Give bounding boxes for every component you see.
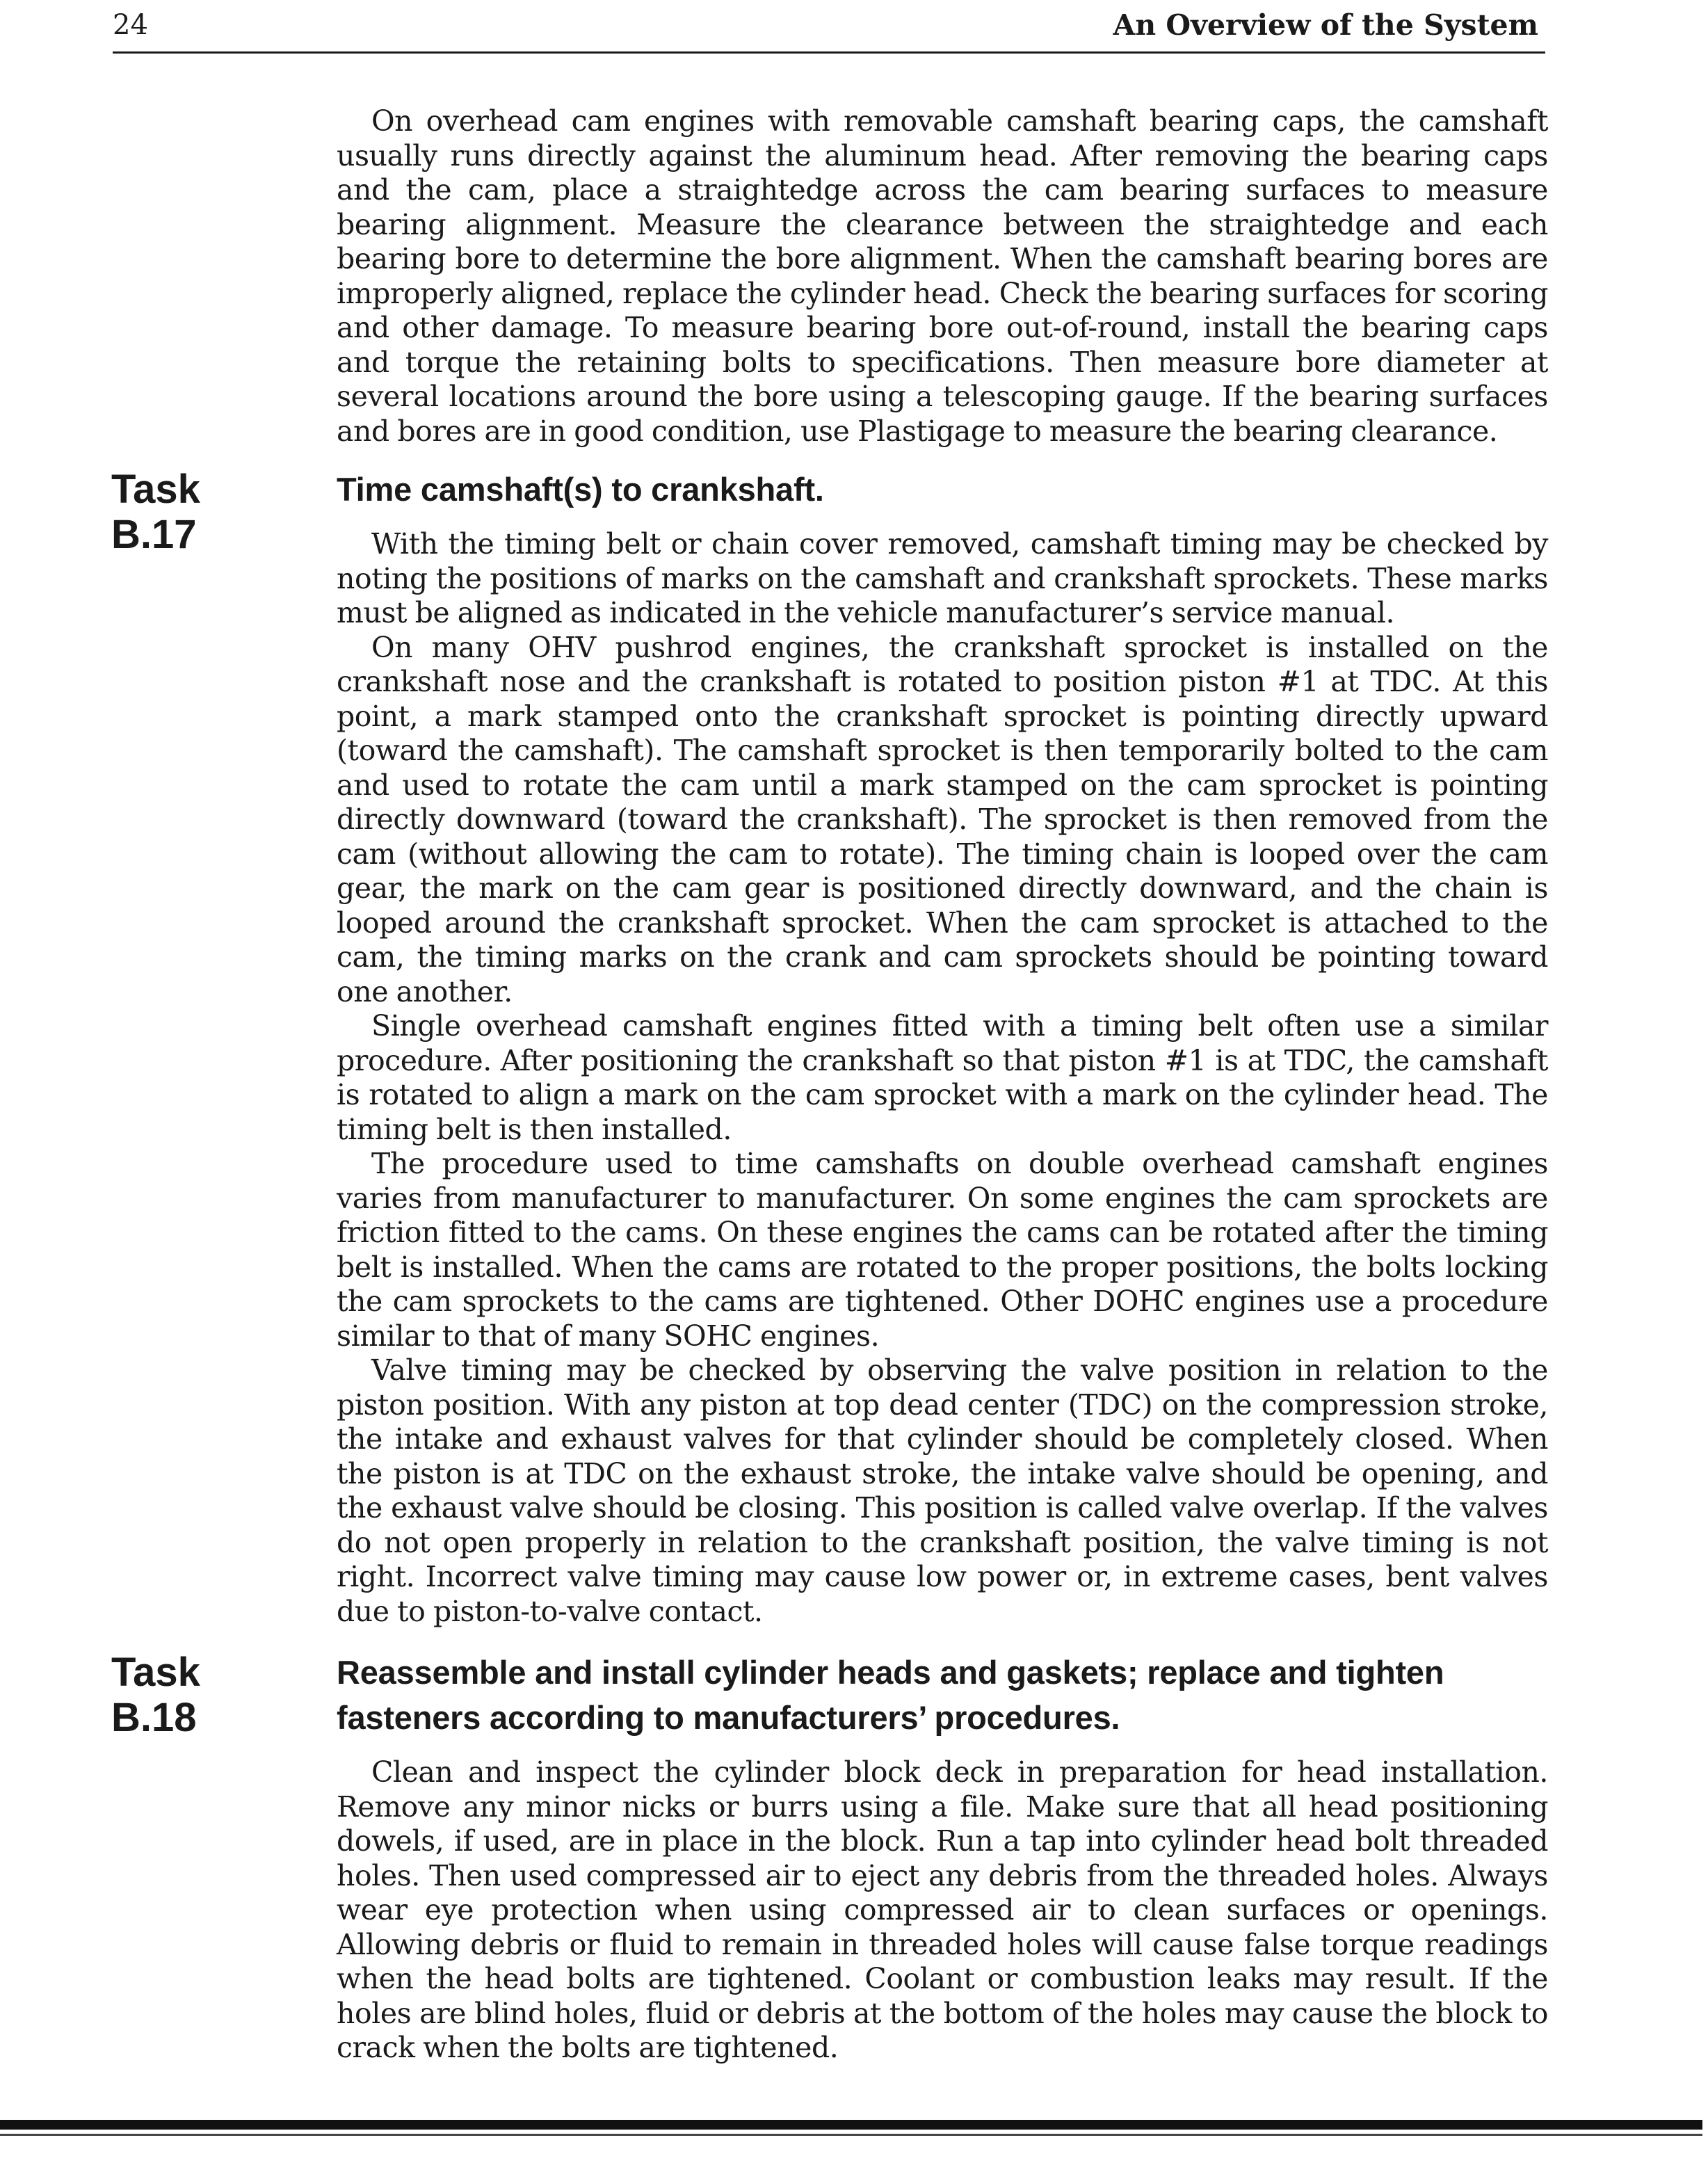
task-b17-title: Time camshaft(s) to crankshaft. xyxy=(337,471,824,508)
task-b18-section xyxy=(111,1650,1548,2066)
task-b18-label-word: Task xyxy=(111,1650,200,1695)
intro-paragraph: On overhead cam engines with removable camshaft bearing caps, the camshaft usually runs directly against the aluminum head. After removing the bearing caps and the cam, place a straightedge across the cam bearing surfaces to measure bearing alignment. Measure the clearance between the straightedge and each bearing bore to determine the bore alignment. When the camshaft bearing bores are improperly aligned, replace the cylinder head. Check the bearing surfaces for scoring and other damage. To measure bearing bore out-of-round, install the bearing caps and torque the retaining bolts to specifications. Then measure bore diameter at several locations around the bore using a telescoping gauge. If the bearing surfaces and bores are in good condition, use Plastigage to measure the bearing clearance. xyxy=(337,104,1548,448)
task-b18-label xyxy=(111,1650,292,1740)
header-rule xyxy=(113,51,1545,54)
page-body xyxy=(111,104,1548,2066)
footer-rule xyxy=(0,2120,1702,2130)
task-b17-label xyxy=(111,467,292,557)
running-head: An Overview of the System xyxy=(1113,8,1538,42)
task-b18-title: Reassemble and install cylinder heads and gaskets; replace and tighten fasteners according to manufacturers’ procedures. xyxy=(337,1654,1444,1736)
task-b17-label-number: B.17 xyxy=(111,512,197,557)
task-b17-paragraph: Single overhead camshaft engines fitted with a timing belt often use a similar procedure. After positioning the crankshaft so that piston #1 is at TDC, the camshaft is rotated to align a mark on the cam sprocket with a mark on the cylinder head. The timing belt is then installed. xyxy=(337,1009,1548,1146)
task-b17-paragraph: On many OHV pushrod engines, the crankshaft sprocket is installed on the crankshaft nose and the crankshaft is rotated to position piston #1 at TDC. At this point, a mark stamped onto the crankshaft sprocket is pointing directly upward (toward the camshaft). The camshaft sprocket is then temporarily bolted to the cam and used to rotate the cam until a mark stamped on the cam sprocket is pointing directly downward (toward the crankshaft). The sprocket is then removed from the cam (without allowing the cam to rotate). The timing chain is looped over the cam gear, the mark on the cam gear is positioned directly downward, and the chain is looped around the crankshaft sprocket. When the cam sprocket is attached to the cam, the timing marks on the crank and cam sprockets should be pointing toward one another. xyxy=(337,630,1548,1008)
footer-rule-thin xyxy=(0,2134,1702,2136)
task-b17-paragraph: With the timing belt or chain cover removed, camshaft timing may be checked by noting the positions of marks on the camshaft and crankshaft sprockets. These marks must be aligned as indicated in the vehicle manufacturer’s service manual. xyxy=(337,527,1548,629)
task-b17-paragraph: Valve timing may be checked by observing the valve position in relation to the piston position. With any piston at top dead center (TDC) on the compression stroke, the intake and exhaust valves for that cylinder should be completely closed. When the piston is at TDC on the exhaust stroke, the intake valve should be opening, and the exhaust valve should be closing. This position is called valve overlap. If the valves do not open properly in relation to the crankshaft position, the valve timing is not right. Incorrect valve timing may cause low power or, in extreme cases, bent valves due to piston-to-valve contact. xyxy=(337,1353,1548,1628)
task-b17-section xyxy=(111,467,1548,1629)
task-b17-paragraph: The procedure used to time camshafts on double overhead camshaft engines varies from manufacturer to manufacturer. On some engines the cam sprockets are friction fitted to the cams. On these engines the cams can be rotated after the timing belt is installed. When the cams are rotated to the proper positions, the bolts locking the cam sprockets to the cams are tightened. Other DOHC engines use a procedure similar to that of many SOHC engines. xyxy=(337,1147,1548,1353)
task-b18-label-number: B.18 xyxy=(111,1695,197,1740)
page-number: 24 xyxy=(113,9,148,41)
task-b18-paragraph: Clean and inspect the cylinder block deck in preparation for head installation. Remove any minor nicks or burrs using a file. Make sure that all head positioning dowels, if used, are in place in the block. Run a tap into cylinder head bolt threaded holes. Then used compressed air to eject any debris from the threaded holes. Always wear eye protection when using compressed air to clean surfaces or openings. Allowing debris or fluid to remain in threaded holes will cause false torque readings when the head bolts are tightened. Coolant or combustion leaks may result. If the holes are blind holes, fluid or debris at the bottom of the holes may cause the block to crack when the bolts are tightened. xyxy=(337,1755,1548,2064)
task-b17-label-word: Task xyxy=(111,467,200,512)
